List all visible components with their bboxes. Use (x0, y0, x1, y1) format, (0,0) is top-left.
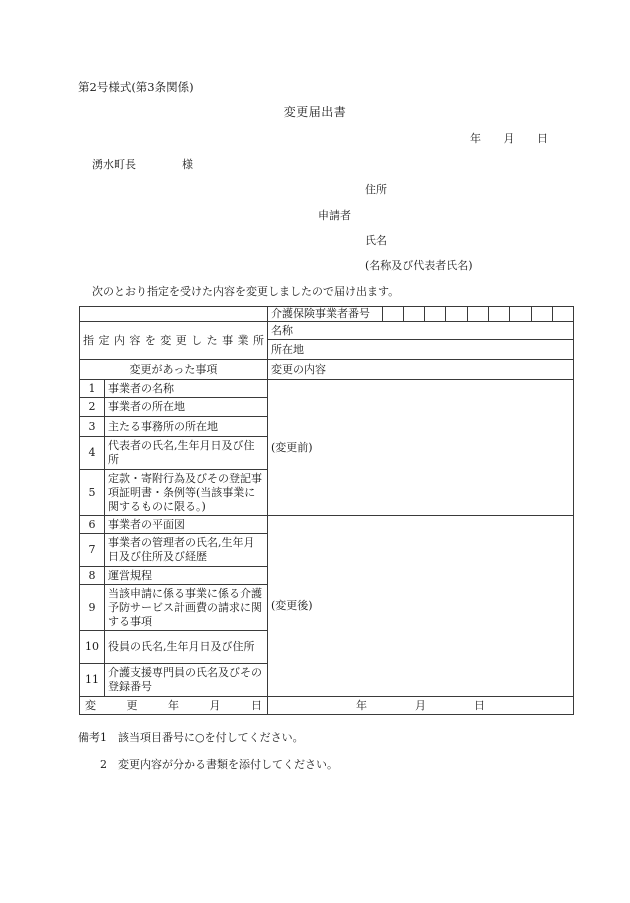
table-row (80, 516, 574, 534)
insurer-number-digit[interactable] (425, 307, 446, 322)
after-change-label: (変更後) (271, 599, 313, 612)
item-number[interactable]: 10 (80, 631, 105, 664)
change-date-label-char: 年 (168, 698, 179, 712)
insurer-number-digit[interactable] (532, 307, 553, 322)
insurer-number-digit[interactable] (383, 307, 404, 322)
item-text: 主たる事務所の所在地 (105, 417, 268, 437)
item-number[interactable]: 6 (80, 516, 105, 534)
blank-cell (80, 307, 268, 322)
office-label-cell (80, 322, 268, 360)
change-date-unit: 日 (474, 698, 485, 712)
item-text: 事業者の所在地 (105, 398, 268, 417)
before-change-area[interactable] (268, 380, 574, 516)
office-label: 指定内容を変更した事業所 (83, 333, 264, 347)
item-text: 当該申請に係る事業に係る介護予防サービス計画費の請求に関する事項 (105, 585, 268, 631)
before-change-label: (変更前) (271, 440, 313, 454)
form-number: 第2号様式(第3条関係) (78, 80, 194, 94)
changed-items-header: 変更があった事項 (80, 360, 268, 380)
table-row (80, 380, 574, 398)
addressee-name: 湧水町長 (92, 158, 136, 171)
change-date-label-char: 更 (126, 698, 138, 712)
submission-date (451, 132, 548, 146)
insurer-number-digit[interactable] (489, 307, 510, 322)
item-text: 事業者の管理者の氏名,生年月日及び住所及び経歴 (105, 534, 268, 567)
item-number[interactable]: 7 (80, 534, 105, 567)
item-text: 代表者の氏名,生年月日及び住所 (105, 437, 268, 470)
honorific: 様 (182, 158, 193, 171)
note-2: 2 変更内容が分かる書類を添付してください。 (100, 758, 338, 771)
table-row (80, 307, 574, 322)
change-date-label-char: 月 (209, 698, 221, 712)
note-1: 備考1 該当項目番号に○を付してください。 (78, 731, 304, 744)
item-text: 役員の氏名,生年月日及び住所 (105, 631, 268, 664)
addressee (92, 158, 193, 172)
name-label: 氏名 (365, 234, 387, 247)
change-date-label-char: 日 (251, 698, 262, 712)
item-number[interactable]: 3 (80, 417, 105, 437)
item-number[interactable]: 4 (80, 437, 105, 470)
date-year-label: 年 (470, 132, 481, 145)
item-number[interactable]: 9 (80, 585, 105, 631)
item-text: 介護支援専門員の氏名及びその登録番号 (105, 664, 268, 697)
change-content-header: 変更の内容 (268, 360, 574, 380)
office-name-field[interactable]: 名称 (268, 322, 574, 340)
change-date-label-cell (80, 697, 268, 715)
insurer-number-digit[interactable] (553, 307, 574, 322)
date-month-label: 月 (503, 132, 515, 145)
address-label: 住所 (365, 183, 387, 196)
item-text: 運営規程 (105, 567, 268, 585)
applicant-label: 申請者 (318, 209, 351, 222)
change-table (79, 306, 574, 715)
insurer-number-label: 介護保険事業者番号 (268, 307, 383, 322)
insurer-number-digit[interactable] (446, 307, 468, 322)
item-number[interactable]: 8 (80, 567, 105, 585)
item-text: 定款・寄附行為及びその登記事項証明書・条例等(当該事業に関するものに限る。) (105, 470, 268, 516)
after-change-area[interactable] (268, 516, 574, 697)
table-row (80, 360, 574, 380)
insurer-number-digit[interactable] (404, 307, 425, 322)
change-date-unit: 月 (415, 698, 426, 712)
change-date-label-char: 変 (85, 698, 96, 712)
insurer-number-digit[interactable] (468, 307, 489, 322)
table-row (80, 697, 574, 715)
item-number[interactable]: 5 (80, 470, 105, 516)
item-number[interactable]: 11 (80, 664, 105, 697)
name-note: (名称及び代表者氏名) (365, 259, 473, 272)
item-number[interactable]: 1 (80, 380, 105, 398)
change-date-field[interactable] (268, 697, 574, 715)
change-date-unit: 年 (356, 698, 367, 712)
table-row (80, 322, 574, 340)
item-text: 事業者の平面図 (105, 516, 268, 534)
item-text: 事業者の名称 (105, 380, 268, 398)
date-day-label: 日 (537, 132, 548, 145)
office-location-field[interactable]: 所在地 (268, 340, 574, 360)
intro-text: 次のとおり指定を受けた内容を変更しましたので届け出ます。 (92, 285, 400, 298)
document-title: 変更届出書 (283, 105, 347, 119)
insurer-number-digit[interactable] (510, 307, 532, 322)
item-number[interactable]: 2 (80, 398, 105, 417)
